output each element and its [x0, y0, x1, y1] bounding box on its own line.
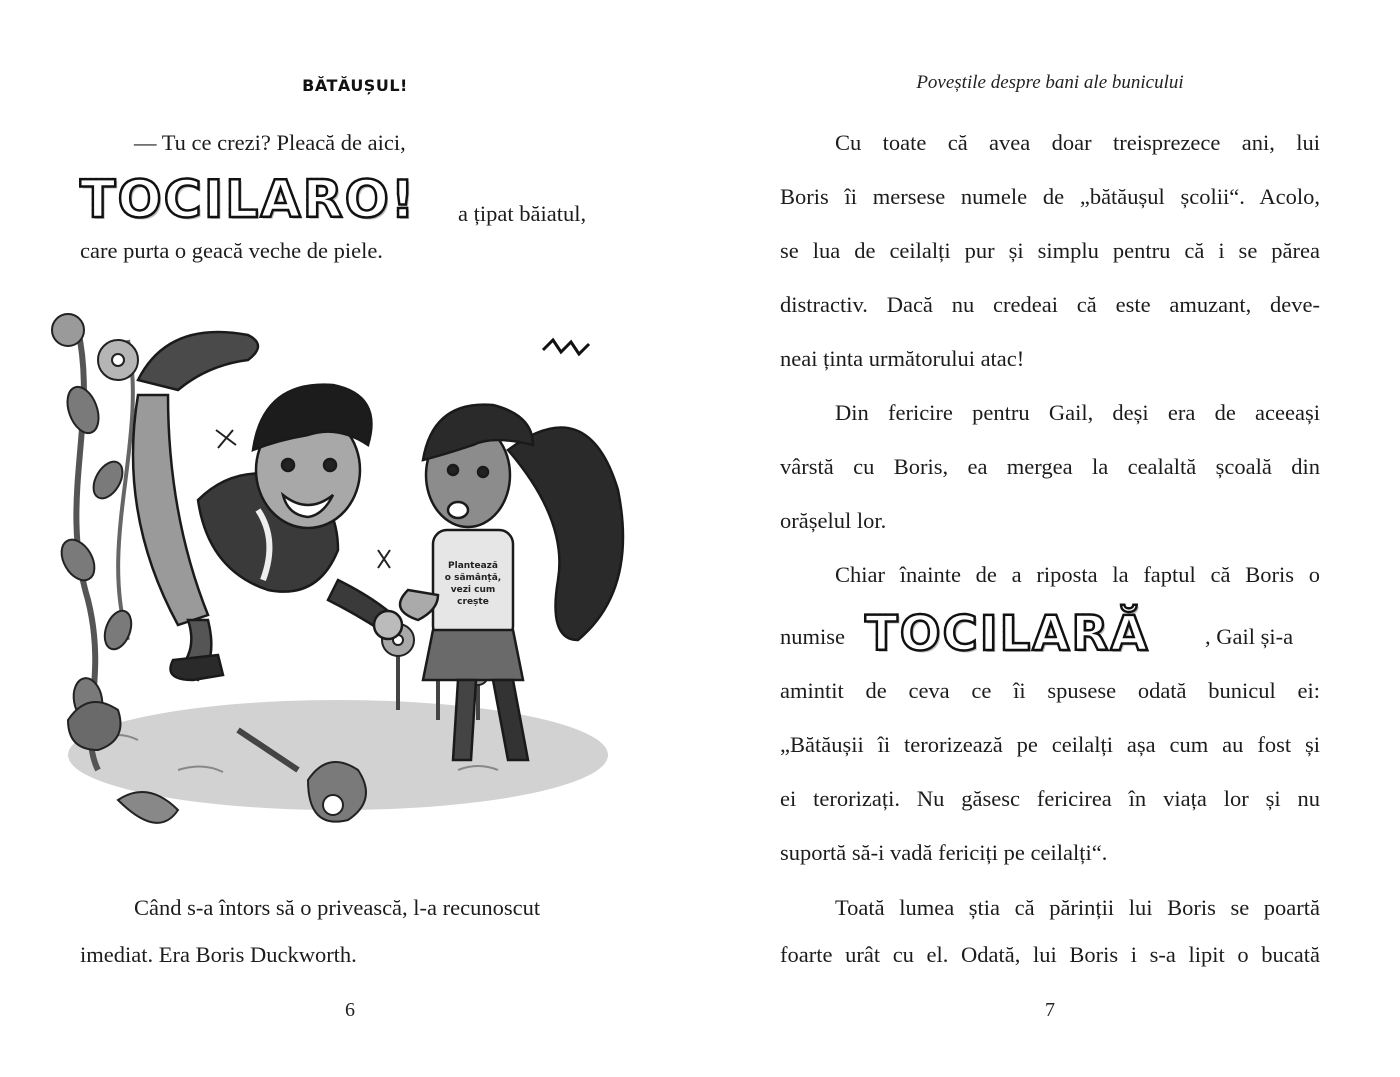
bubble-word-tocilaro: TOCILARO!	[80, 170, 417, 230]
text-line: imediat. Era Boris Duckworth.	[80, 942, 357, 967]
bubble-word-tocilara: TOCILARĂ	[865, 606, 1150, 662]
shirt-sign-line-2: o sămânță,	[444, 573, 502, 583]
text-line: Când s-a întors să o privească, l-a recunoscut	[134, 895, 541, 920]
girl-ponytail	[508, 428, 623, 641]
running-head-left: BĂTĂUȘUL!	[302, 76, 408, 95]
raised-shoe	[138, 332, 258, 390]
text-line: Din fericire pentru Gail, deși era de aceeași	[835, 400, 1320, 425]
text-line: suportă să-i vadă fericiți pe ceilalți“.	[780, 840, 1108, 865]
text-line: ei terorizați. Nu găsesc fericirea în viața lor și nu	[780, 786, 1320, 811]
text-line: Boris îi mersese numele de „bătăușul școlii“. Acolo,	[780, 184, 1320, 209]
text-line: distractiv. Dacă nu credeai că este amuzant, deve-	[780, 292, 1320, 317]
shirt-sign-line-1: Plantează	[448, 561, 498, 571]
text-line: — Tu ce crezi? Pleacă de aici,	[134, 130, 406, 155]
text-line: Chiar înainte de a riposta la faptul că Boris o	[835, 562, 1320, 587]
text-line: Toată lumea știa că părinții lui Boris se poartă	[835, 895, 1320, 920]
illustration-bully-and-girl	[38, 300, 628, 860]
text-line: „Bătăușii îi terorizează pe ceilalți așa cum au fost și	[780, 732, 1320, 757]
page-number: 7	[1045, 999, 1055, 1021]
text-line: foarte urât cu el. Odată, lui Boris i s-a lipit o bucată	[780, 942, 1320, 967]
shirt-sign-line-3: vezi cum	[450, 585, 496, 595]
text-line: care purta o geacă veche de piele.	[80, 238, 383, 263]
text-line: , Gail și-a	[1205, 624, 1294, 649]
text-line: a țipat băiatul,	[458, 201, 587, 226]
text-line: neai ținta următorului atac!	[780, 346, 1025, 371]
running-head-right: Poveștile despre bani ale bunicului	[916, 72, 1184, 93]
kicking-leg	[133, 395, 208, 625]
text-line: numise	[780, 624, 845, 649]
text-line: vârstă cu Boris, ea mergea la cealaltă școală din	[780, 454, 1320, 479]
text-line: Cu toate că avea doar treisprezece ani, lui	[835, 130, 1320, 155]
right-page	[700, 0, 1400, 1077]
shirt-sign-line-4: crește	[457, 597, 489, 607]
text-line: amintit de ceva ce îi spusese odată bunicul ei:	[780, 678, 1320, 703]
text-line: orășelul lor.	[780, 508, 887, 533]
text-line: se lua de ceilalți pur și simplu pentru că i se părea	[780, 238, 1320, 263]
page-number: 6	[345, 999, 355, 1021]
